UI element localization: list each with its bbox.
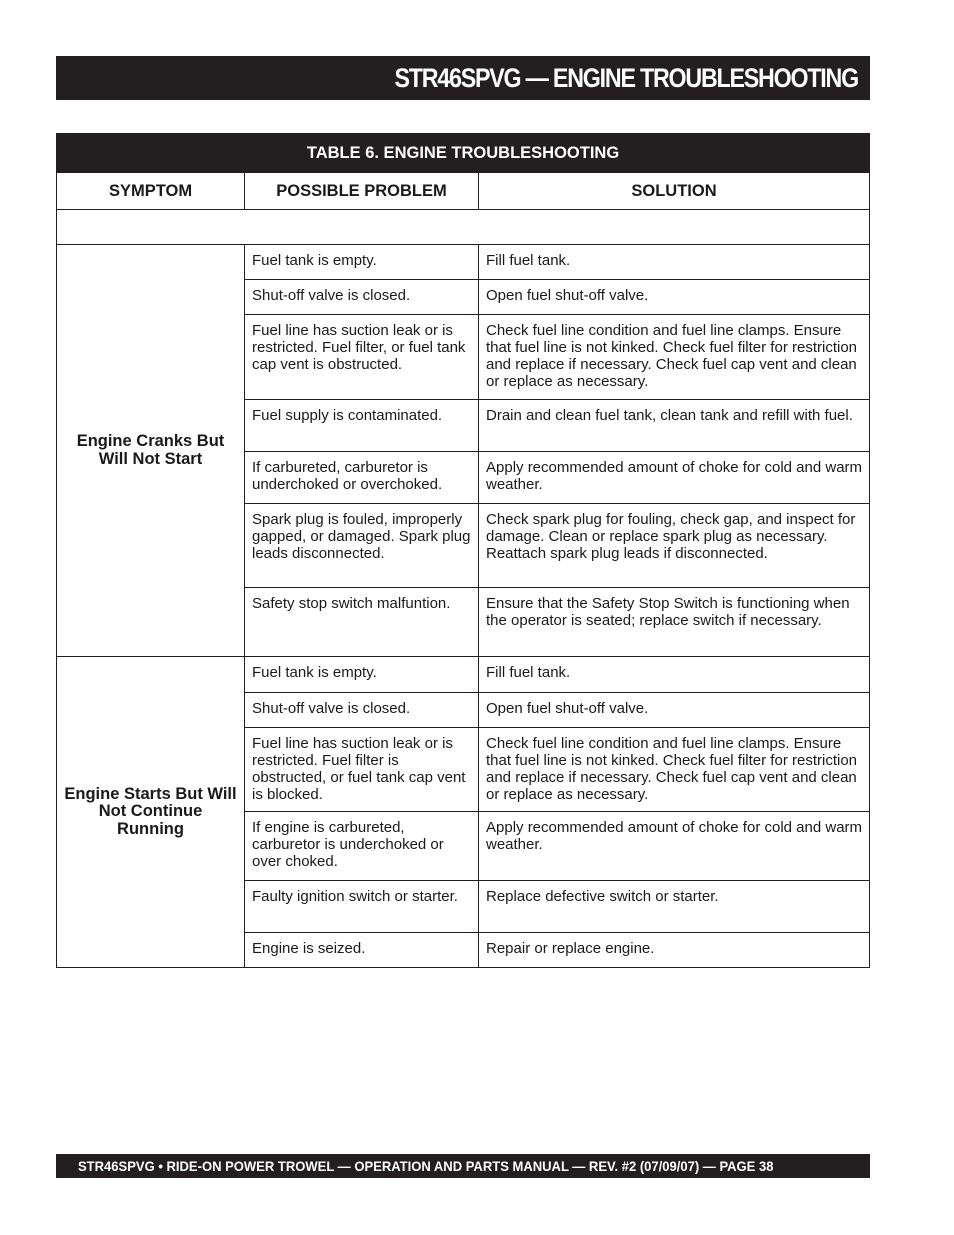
solution-cell: Check spark plug for fouling, check gap, and inspect for damage. Clean or replace spark plug as necessary. Reattach spark plug leads if disconnected. bbox=[479, 504, 870, 588]
table-row bbox=[57, 657, 870, 693]
solution-cell: Open fuel shut-off valve. bbox=[479, 693, 870, 728]
troubleshooting-table bbox=[56, 133, 870, 968]
page-header-bar bbox=[56, 56, 870, 100]
solution-cell: Repair or replace engine. bbox=[479, 933, 870, 968]
problem-cell: If engine is carbureted, carburetor is underchoked or over choked. bbox=[245, 812, 479, 881]
problem-cell: If carbureted, carburetor is underchoked or overchoked. bbox=[245, 452, 479, 504]
table-row bbox=[57, 245, 870, 280]
table-spacer-row bbox=[57, 210, 870, 245]
problem-cell: Fuel tank is empty. bbox=[245, 657, 479, 693]
page-footer-text: STR46SPVG • RIDE-ON POWER TROWEL — OPERATION AND PARTS MANUAL — REV. #2 (07/09/07) — PAGE 38 bbox=[78, 1158, 774, 1174]
page-footer-bar bbox=[56, 1154, 870, 1178]
solution-cell: Fill fuel tank. bbox=[479, 245, 870, 280]
column-header-possible-problem: POSSIBLE PROBLEM bbox=[245, 173, 479, 210]
column-header-symptom: SYMPTOM bbox=[57, 173, 245, 210]
solution-cell: Open fuel shut-off valve. bbox=[479, 280, 870, 315]
table-caption: TABLE 6. ENGINE TROUBLESHOOTING bbox=[57, 134, 870, 173]
solution-cell: Apply recommended amount of choke for cold and warm weather. bbox=[479, 812, 870, 881]
solution-cell: Check fuel line condition and fuel line clamps. Ensure that fuel line is not kinked. Check fuel filter for restriction and replace if necessary. Check fuel cap vent and clean or replace as necessary. bbox=[479, 315, 870, 400]
solution-cell: Replace defective switch or starter. bbox=[479, 881, 870, 933]
solution-cell: Drain and clean fuel tank, clean tank and refill with fuel. bbox=[479, 400, 870, 452]
problem-cell: Fuel line has suction leak or is restricted. Fuel filter is obstructed, or fuel tank cap vent is blocked. bbox=[245, 728, 479, 812]
solution-cell: Check fuel line condition and fuel line clamps. Ensure that fuel line is not kinked. Check fuel filter for restriction and replace if necessary. Check fuel cap vent and clean or replace as necessary. bbox=[479, 728, 870, 812]
problem-cell: Fuel tank is empty. bbox=[245, 245, 479, 280]
page-title: STR46SPVG — ENGINE TROUBLESHOOTING bbox=[394, 63, 858, 93]
solution-cell: Fill fuel tank. bbox=[479, 657, 870, 693]
solution-cell: Ensure that the Safety Stop Switch is functioning when the operator is seated; replace switch if necessary. bbox=[479, 588, 870, 657]
problem-cell: Fuel line has suction leak or is restricted. Fuel filter, or fuel tank cap vent is obstructed. bbox=[245, 315, 479, 400]
symptom-cell: Engine Starts But Will Not Continue Running bbox=[57, 657, 245, 968]
solution-cell: Apply recommended amount of choke for cold and warm weather. bbox=[479, 452, 870, 504]
symptom-cell: Engine Cranks But Will Not Start bbox=[57, 245, 245, 657]
problem-cell: Shut-off valve is closed. bbox=[245, 693, 479, 728]
column-header-solution: SOLUTION bbox=[479, 173, 870, 210]
problem-cell: Engine is seized. bbox=[245, 933, 479, 968]
problem-cell: Shut-off valve is closed. bbox=[245, 280, 479, 315]
problem-cell: Fuel supply is contaminated. bbox=[245, 400, 479, 452]
problem-cell: Faulty ignition switch or starter. bbox=[245, 881, 479, 933]
problem-cell: Safety stop switch malfuntion. bbox=[245, 588, 479, 657]
problem-cell: Spark plug is fouled, improperly gapped, or damaged. Spark plug leads disconnected. bbox=[245, 504, 479, 588]
